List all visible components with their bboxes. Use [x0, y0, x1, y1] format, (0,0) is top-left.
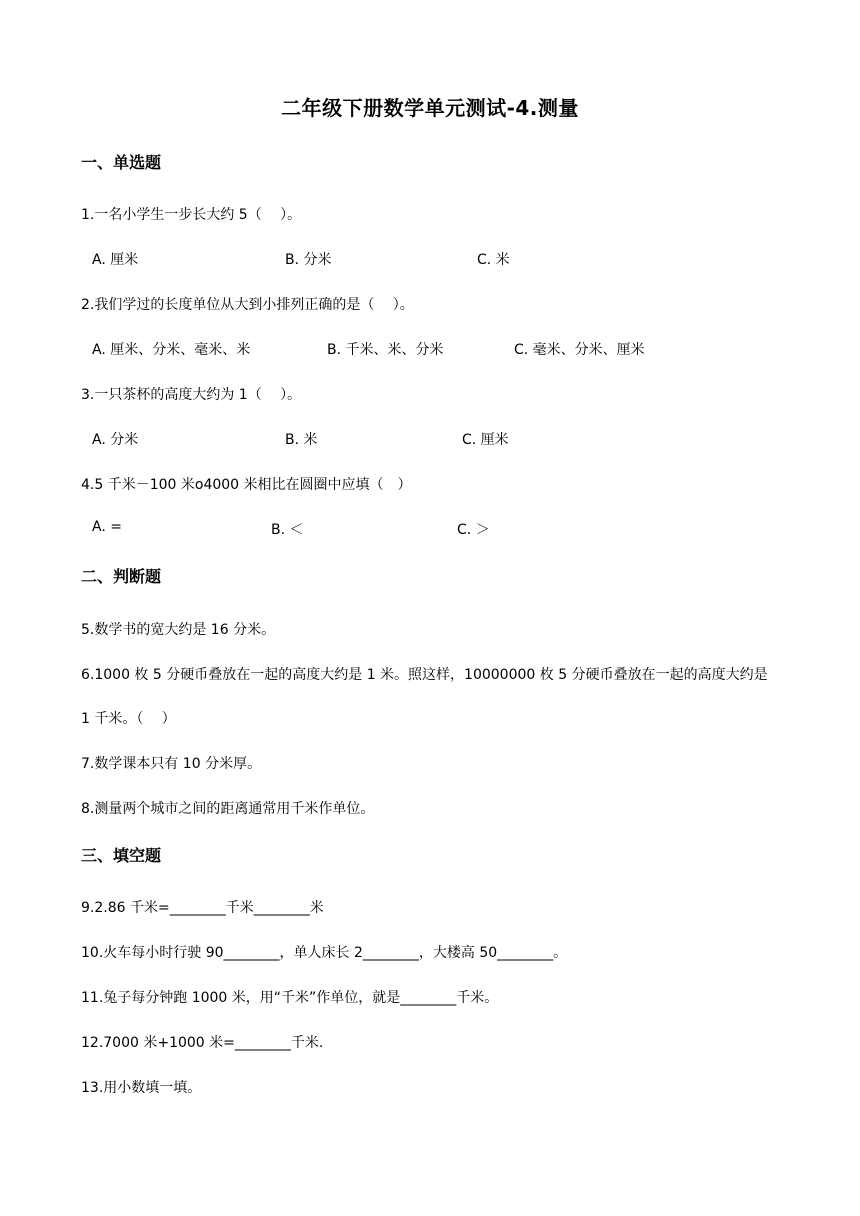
question-8: 8.测量两个城市之间的距离通常用千米作单位。 — [81, 801, 375, 817]
question-4-option-a: A. = — [92, 519, 122, 535]
question-1-option-c: C. 米 — [477, 252, 510, 268]
question-5: 5.数学书的宽大约是 16 分米。 — [81, 622, 276, 638]
question-4-option-c: C. ＞ — [457, 522, 490, 538]
section-heading-fill-blank: 三、填空题 — [81, 846, 162, 865]
question-2: 2.我们学过的长度单位从大到小排列正确的是（ ）。 — [81, 297, 414, 313]
section-heading-single-choice: 一、单选题 — [81, 153, 162, 172]
question-2-option-c: C. 毫米、分米、厘米 — [514, 342, 645, 358]
question-10: 10.火车每小时行驶 90________，单人床长 2________，大楼高 50________。 — [81, 945, 568, 961]
question-13: 13.用小数填一填。 — [81, 1080, 202, 1096]
section-heading-true-false: 二、判断题 — [81, 567, 162, 586]
question-11: 11.兔子每分钟跑 1000 米，用“千米”作单位，就是________千米。 — [81, 990, 499, 1006]
question-3-option-b: B. 米 — [285, 432, 318, 448]
question-4: 4.5 千米－100 米o4000 米相比在圆圈中应填（ ） — [81, 477, 412, 493]
question-2-option-b: B. 千米、米、分米 — [327, 342, 444, 358]
question-1-option-a: A. 厘米 — [92, 252, 139, 268]
question-1: 1.一名小学生一步长大约 5（ ）。 — [81, 207, 302, 223]
question-12: 12.7000 米+1000 米=________千米. — [81, 1035, 324, 1051]
question-9: 9.2.86 千米=________千米________米 — [81, 900, 324, 916]
question-3: 3.一只茶杯的高度大约为 1（ ）。 — [81, 387, 302, 403]
question-1-option-b: B. 分米 — [285, 252, 332, 268]
question-3-option-c: C. 厘米 — [462, 432, 509, 448]
question-4-option-b: B. ＜ — [271, 522, 304, 538]
document-title: 二年级下册数学单元测试-4.测量 — [281, 96, 579, 120]
question-2-option-a: A. 厘米、分米、毫米、米 — [92, 342, 251, 358]
question-6-line-1: 6.1000 枚 5 分硬币叠放在一起的高度大约是 1 米。照这样，10000000 枚 5 分硬币叠放在一起的高度大约是 — [81, 667, 768, 683]
question-7: 7.数学课本只有 10 分米厚。 — [81, 756, 262, 772]
question-3-option-a: A. 分米 — [92, 432, 139, 448]
question-6-line-2: 1 千米。（ ） — [81, 711, 176, 727]
